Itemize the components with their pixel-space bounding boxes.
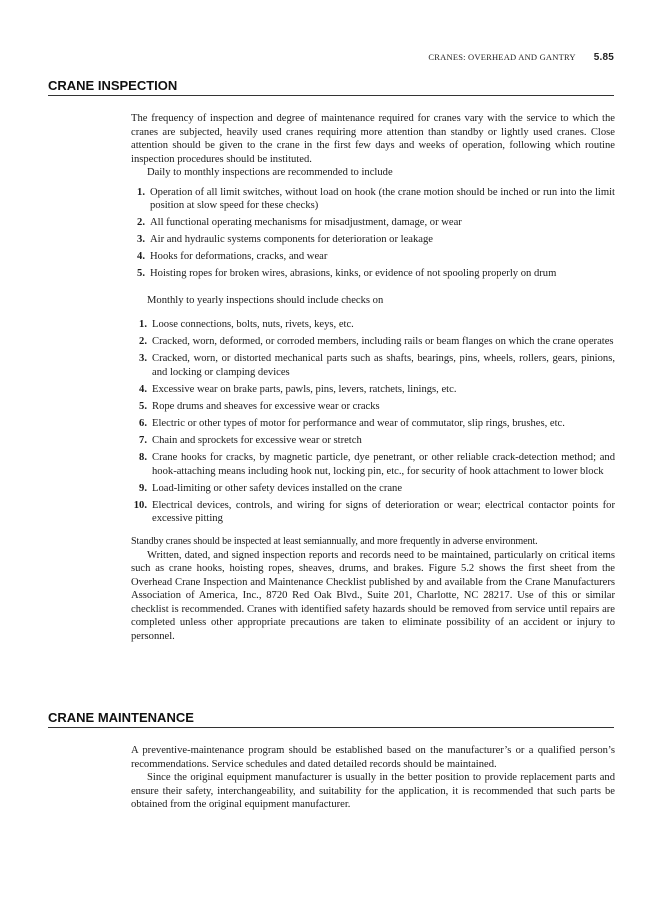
section-title-inspection: CRANE INSPECTION: [48, 78, 614, 96]
list-item: [131, 499, 615, 526]
list-num: 9.: [139, 482, 147, 494]
list-text: Cracked, worn, or distorted mechanical parts such as shafts, bearings, pins, wheels, rollers, gears, pinions, and locking or clamping devices: [152, 353, 615, 378]
maintenance-paragraph-2: Since the original equipment manufacturer is usually in the better position to provide replacement parts and ensure their safety, interchangeability, and suitability for the application, it is recommended that such parts be obtained from the original equipment manufacturer.: [131, 772, 615, 810]
section-title-maintenance: CRANE MAINTENANCE: [48, 710, 614, 728]
list-num: 8.: [139, 452, 147, 464]
list-text: Operation of all limit switches, without load on hook (the crane motion should be inched or run into the limit position at slow speed for these checks): [150, 186, 615, 211]
list-item: [131, 335, 615, 349]
inspection-intro: The frequency of inspection and degree of maintenance required for cranes vary with the service to which the cranes are subjected, heavily used cranes requiring more attention than standby or lightly used cranes. Close attention should be given to the crane in the first few days and weeks of operation, following which routine inspection procedures should be instituted.: [131, 113, 615, 165]
standby-paragraph: Standby cranes should be inspected at least semiannually, and more frequently in adverse environment.: [131, 536, 538, 548]
list-item: [131, 434, 615, 448]
list-text: Hooks for deformations, cracks, and wear: [150, 251, 328, 263]
list-text: Excessive wear on brake parts, pawls, pins, levers, ratchets, linings, etc.: [152, 383, 457, 395]
list-num: 2.: [137, 217, 145, 229]
list-item: [131, 186, 615, 213]
list-text: Rope drums and sheaves for excessive wear or cracks: [152, 400, 380, 412]
list-item: [131, 417, 615, 431]
list-text: Loose connections, bolts, nuts, rivets, keys, etc.: [152, 318, 354, 330]
list-num: 4.: [139, 383, 147, 395]
list-num: 3.: [137, 234, 145, 246]
maintenance-paragraph-1: A preventive-maintenance program should be established based on the manufacturer’s or a qualified person’s recommendations. Service schedules and dated detailed records should be maintained.: [131, 745, 615, 770]
list-text: All functional operating mechanisms for misadjustment, damage, or wear: [150, 217, 462, 229]
list-text: Chain and sprockets for excessive wear or stretch: [152, 435, 362, 447]
list-item: [131, 250, 615, 264]
monthly-lead: Monthly to yearly inspections should include checks on: [147, 295, 384, 307]
list-item: [131, 233, 615, 247]
list-item: [131, 383, 615, 397]
records-paragraph: Written, dated, and signed inspection reports and records need to be maintained, particularly on critical items such as crane hooks, hoisting ropes, sheaves, drums, and brakes. Figure 5.2 shows the first sheet from the Overhead Crane Inspection and Maintenance Checklist published by and available from the Crane Manufacturers Association of America, Inc., 8720 Red Oak Blvd., Suite 201, Charlotte, NC 28217. Use of this or similar checklist is recommended. Cranes with identified safety hazards should be removed from service until repairs are completed unless other appropriate precautions are taken to eliminate possibility of an accident or injury to personnel.: [131, 549, 615, 642]
list-text: Crane hooks for cracks, by magnetic particle, dye penetrant, or other reliable crack-detection method; and hook-attaching means including hook nut, locking pin, etc., for security of hook attachment to lower block: [152, 452, 615, 477]
maintenance-body: [131, 744, 615, 812]
list-text: Electric or other types of motor for performance and wear of commutator, slip rings, brushes, etc.: [152, 417, 565, 429]
list-num: 7.: [139, 435, 147, 447]
list-text: Electrical devices, controls, and wiring for signs of deterioration or wear; electrical contactor points for excessive pitting: [152, 499, 615, 525]
list-num: 10.: [133, 499, 147, 511]
list-num: 1.: [139, 318, 147, 330]
running-head: [428, 52, 614, 63]
list-item: [131, 400, 615, 414]
list-text: Load-limiting or other safety devices installed on the crane: [152, 482, 403, 494]
page-number: 5.85: [593, 52, 614, 63]
list-num: 4.: [137, 251, 145, 263]
list-item: [131, 267, 615, 281]
daily-lead: Daily to monthly inspections are recommended to include: [147, 167, 393, 178]
list-num: 5.: [137, 268, 145, 280]
list-num: 3.: [139, 353, 147, 365]
list-text: Hoisting ropes for broken wires, abrasions, kinks, or evidence of not spooling properly on drum: [150, 268, 557, 280]
list-item: [131, 482, 615, 496]
list-text: Cracked, worn, deformed, or corroded members, including rails or beam flanges on which the crane operates: [152, 336, 614, 348]
inspection-body: [131, 112, 615, 643]
list-text: Air and hydraulic systems components for deterioration or leakage: [150, 234, 434, 246]
running-title: CRANES: OVERHEAD AND GANTRY: [428, 52, 576, 62]
list-item: [131, 216, 615, 230]
list-num: 2.: [139, 336, 147, 348]
list-item: [131, 318, 615, 332]
monthly-list: [131, 318, 615, 526]
list-item: [131, 352, 615, 379]
daily-list: [131, 186, 615, 281]
list-item: [131, 451, 615, 478]
list-num: 1.: [137, 186, 145, 198]
list-num: 6.: [139, 417, 147, 429]
list-num: 5.: [139, 400, 147, 412]
